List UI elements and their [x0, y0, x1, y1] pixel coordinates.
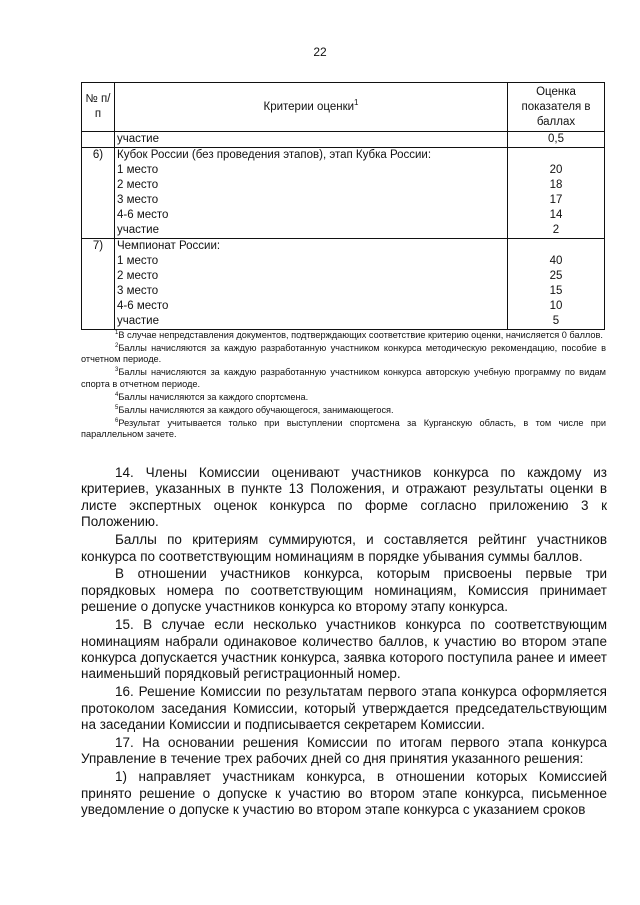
- score-value: 2: [552, 224, 560, 236]
- table-row: [82, 239, 605, 330]
- paragraph: 16. Решение Комиссии по результатам первого этапа конкурса оформляется протоколом заседания Комиссии, который утверждается председательствующим на заседании Комиссии и подписывается секретарем Комиссии.: [81, 684, 607, 733]
- row-criteria: [115, 239, 508, 330]
- row-number: 6): [82, 148, 115, 239]
- row-criteria: [115, 148, 508, 239]
- criteria-line: 2 место: [117, 270, 159, 282]
- row-score: [508, 148, 605, 239]
- header-score: Оценка показателя в баллах: [508, 83, 605, 132]
- row-number: 7): [82, 239, 115, 330]
- footnote-text: Баллы начисляются за каждую разработанную участником конкурса авторскую учебную программу по видам спорта в отчетном периоде.: [81, 367, 606, 389]
- row-score: [508, 132, 605, 148]
- score-value: [510, 239, 602, 254]
- footnotes: [81, 330, 606, 442]
- score-value: 17: [549, 194, 563, 206]
- footnote-mark: 2: [115, 343, 119, 350]
- footnote: [81, 343, 606, 366]
- score-value: 18: [549, 179, 563, 191]
- paragraph: 1) направляет участникам конкурса, в отношении которых Комиссией принято решение о допуске к участию во втором этапе конкурса, письменное уведомление о допуске к участию во втором этапе конкурса с указанием сроков: [81, 769, 607, 818]
- score-value: 25: [549, 270, 563, 282]
- table-header-row: [82, 83, 605, 132]
- criteria-line: 1 место: [117, 255, 159, 267]
- footnote-mark: 4: [115, 391, 119, 398]
- criteria-line: Чемпионат России:: [117, 240, 221, 252]
- score-value: 0,5: [548, 133, 564, 145]
- paragraph: 14. Члены Комиссии оценивают участников конкурса по каждому из критериев, указанных в пункте 13 Положения, и отражают результаты оценки в листе экспертных оценок конкурса по форме согласно приложению 3 к Положению.: [81, 465, 607, 530]
- criteria-line: 3 место: [117, 194, 159, 206]
- footnote: [81, 418, 606, 441]
- score-value: 40: [549, 255, 563, 267]
- footnote-mark: 1: [115, 329, 119, 336]
- table-row: [82, 148, 605, 239]
- footnote: [81, 330, 606, 341]
- row-criteria: [115, 132, 508, 148]
- criteria-line: 1 место: [117, 164, 159, 176]
- document-body: [81, 465, 607, 820]
- score-value: 20: [549, 164, 563, 176]
- paragraph: В отношении участников конкурса, которым присвоены первые три порядковых номера по соответствующим номинациям, Комиссия принимает решение о допуске участников конкурса ко второму этапу конкурса.: [81, 566, 607, 615]
- score-value: 10: [549, 300, 563, 312]
- header-criteria-footnote-mark: 1: [354, 97, 359, 107]
- header-criteria: [115, 83, 508, 132]
- criteria-line: 2 место: [117, 179, 159, 191]
- footnote-text: Баллы начисляются за каждого обучающегося, занимающегося.: [118, 404, 394, 415]
- footnote-text: Баллы начисляются за каждого спортсмена.: [118, 391, 309, 402]
- paragraph: 17. На основании решения Комиссии по итогам первого этапа конкурса Управление в течение трех рабочих дней со дня принятия указанного решения:: [81, 735, 607, 767]
- score-value: 14: [549, 209, 563, 221]
- footnote-mark: 6: [115, 418, 119, 424]
- footnote-mark: 3: [115, 367, 119, 374]
- criteria-table: [81, 82, 605, 330]
- criteria-line: Кубок России (без проведения этапов), этап Кубка России:: [117, 149, 432, 161]
- score-value: 15: [549, 285, 563, 297]
- criteria-line: 3 место: [117, 285, 159, 297]
- criteria-line: участие: [117, 224, 159, 236]
- score-value: 5: [552, 315, 560, 327]
- footnote-mark: 5: [115, 404, 119, 411]
- paragraph: 15. В случае если несколько участников конкурса по соответствующим номинациям набрали одинаковое количество баллов, к участию во втором этапе конкурса допускается участник конкурса, заявка которого поступила ранее и имеет наименьший порядковый регистрационный номер.: [81, 617, 607, 682]
- footnote-text: В случае непредставления документов, подтверждающих соответствие критерию оценки, начисляется 0 баллов.: [118, 330, 603, 340]
- criteria-line: 4-6 место: [117, 209, 169, 221]
- criteria-line: участие: [117, 315, 159, 327]
- footnote: [81, 367, 606, 390]
- footnote: [81, 405, 606, 416]
- row-number: [82, 132, 115, 148]
- page-number: 22: [313, 45, 327, 59]
- header-number: № п/п: [82, 83, 115, 132]
- row-score: [508, 239, 605, 330]
- footnote-text: Результат учитывается только при выступлении спортсмена за Курганскую область, в том числе при параллельном зачете.: [81, 418, 606, 440]
- criteria-line: участие: [117, 133, 159, 145]
- header-criteria-text: Критерии оценки: [263, 100, 355, 113]
- criteria-line: 4-6 место: [117, 300, 169, 312]
- footnote: [81, 392, 606, 403]
- score-value: [510, 148, 602, 163]
- footnote-text: Баллы начисляются за каждую разработанную участником конкурса методическую рекомендацию, пособие в отчетном периоде.: [81, 343, 606, 365]
- table-row: [82, 132, 605, 148]
- paragraph: Баллы по критериям суммируются, и составляется рейтинг участников конкурса по соответствующим номинациям в порядке убывания суммы баллов.: [81, 532, 607, 564]
